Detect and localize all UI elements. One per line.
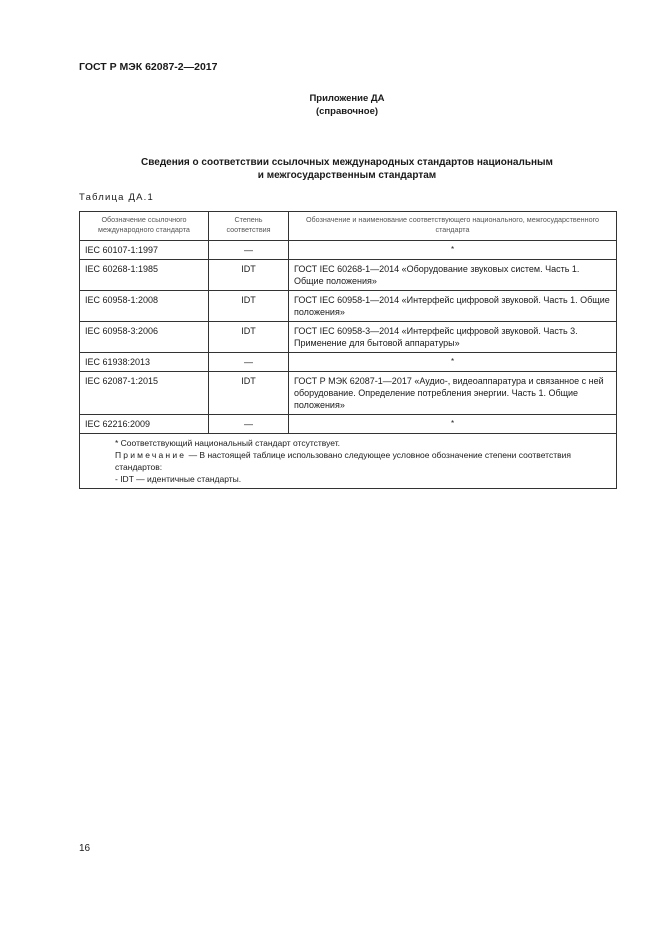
reference-cell: IEC 60268-1:1985 — [80, 260, 209, 291]
national-cell: ГОСТ IEC 60958-3—2014 «Интерфейс цифровой звуковой. Часть 3. Применение для бытовой аппаратуры» — [289, 322, 617, 353]
table-row — [80, 415, 617, 434]
column-header-degree: Степень соответствия — [209, 212, 289, 241]
column-header-national: Обозначение и наименование соответствующего национального, межгосударственного стандарта — [289, 212, 617, 241]
appendix-title: Приложение ДА — [309, 93, 385, 104]
document-id: ГОСТ Р МЭК 62087-2—2017 — [79, 61, 218, 73]
table-row — [80, 291, 617, 322]
table-row — [80, 241, 617, 260]
table-row — [80, 372, 617, 415]
section-heading-line2: и межгосударственным стандартам — [257, 170, 437, 181]
footnote: * Соответствующий национальный стандарт отсутствует. — [115, 438, 341, 448]
note-label: Примечание — [115, 450, 187, 460]
table-row — [80, 353, 617, 372]
reference-cell: IEC 62216:2009 — [80, 415, 209, 434]
degree-cell: — — [209, 241, 289, 260]
appendix-heading — [0, 92, 661, 118]
national-cell: ГОСТ Р МЭК 62087-1—2017 «Аудио-, видеоаппаратура и связанное с ней оборудование. Определение потребления энергии. Часть 1. Общие положения» — [289, 372, 617, 415]
column-header-reference: Обозначение ссылочного международного стандарта — [80, 212, 209, 241]
national-cell: ГОСТ IEC 60268-1—2014 «Оборудование звуковых систем. Часть 1. Общие положения» — [289, 260, 617, 291]
note-item: - IDT — идентичные стандарты. — [115, 474, 242, 484]
table-row — [80, 260, 617, 291]
table-notes — [80, 434, 617, 489]
national-cell: * — [289, 415, 617, 434]
degree-cell: IDT — [209, 322, 289, 353]
degree-cell: IDT — [209, 260, 289, 291]
degree-cell: IDT — [209, 291, 289, 322]
table-label: Таблица ДА.1 — [79, 192, 154, 203]
correspondence-table — [79, 211, 617, 489]
table-header-row — [80, 212, 617, 241]
note — [85, 449, 611, 473]
degree-cell: — — [209, 415, 289, 434]
reference-cell: IEC 61938:2013 — [80, 353, 209, 372]
national-cell: * — [289, 353, 617, 372]
national-cell: * — [289, 241, 617, 260]
section-heading-line1: Сведения о соответствии ссылочных международных стандартов национальным — [141, 157, 553, 168]
table-notes-row — [80, 434, 617, 489]
reference-cell: IEC 60958-3:2006 — [80, 322, 209, 353]
national-cell: ГОСТ IEC 60958-1—2014 «Интерфейс цифровой звуковой. Часть 1. Общие положения» — [289, 291, 617, 322]
reference-cell: IEC 60107-1:1997 — [80, 241, 209, 260]
table-row — [80, 322, 617, 353]
section-heading — [79, 156, 615, 182]
appendix-subtitle: (справочное) — [315, 106, 379, 117]
page-number: 16 — [79, 843, 91, 854]
reference-cell: IEC 60958-1:2008 — [80, 291, 209, 322]
degree-cell: — — [209, 353, 289, 372]
degree-cell: IDT — [209, 372, 289, 415]
note-text: — В настоящей таблице использовано следующее условное обозначение степени соответствия стандартов: — [115, 450, 571, 472]
reference-cell: IEC 62087-1:2015 — [80, 372, 209, 415]
